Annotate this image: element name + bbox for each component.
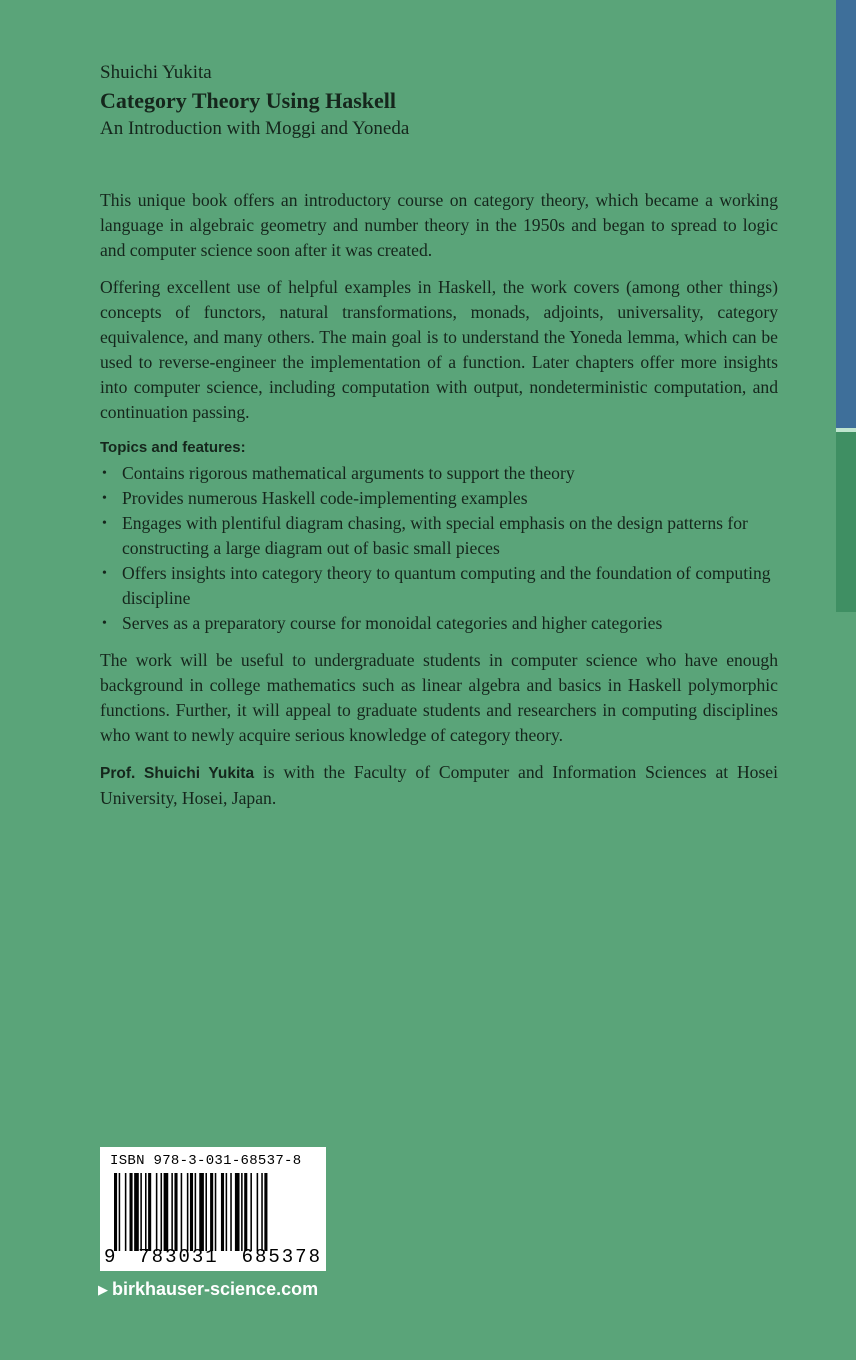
audience-paragraph: The work will be useful to undergraduate students in computer science who have enough background in college mathematics such as linear algebra and basics in Haskell polymorphic functions. Further, it will appeal to graduate students and researchers in computing disciplines who want to newly acquire serious knowledge of category theory.: [100, 650, 778, 745]
barcode-bar: [130, 1173, 133, 1251]
barcode-bar: [235, 1173, 240, 1251]
isbn-barcode: [100, 1147, 326, 1271]
author-bio: [100, 760, 778, 811]
barcode-bar: [210, 1173, 213, 1251]
author-name: Shuichi Yukita: [100, 62, 212, 83]
feature-item: [100, 561, 778, 611]
topics-heading: Topics and features:: [100, 439, 246, 456]
publisher-website[interactable]: [98, 1279, 318, 1300]
barcode-bar: [140, 1173, 142, 1251]
barcode-bar: [125, 1173, 127, 1251]
feature-item: [100, 511, 778, 561]
barcode-digit-lead: 9: [104, 1246, 116, 1268]
bullet-icon: •: [102, 566, 107, 581]
bullet-icon: •: [102, 516, 107, 531]
book-subtitle: An Introduction with Moggi and Yoneda: [100, 118, 410, 139]
website-url: birkhauser-science.com: [112, 1279, 319, 1299]
barcode-bar: [241, 1173, 243, 1251]
barcode-bar: [119, 1173, 121, 1251]
barcode-bar: [181, 1173, 183, 1251]
barcode-bar: [226, 1173, 228, 1251]
feature-item: [100, 611, 778, 636]
features-list: [100, 461, 778, 636]
feature-text: Serves as a preparatory course for monoidal categories and higher categories: [122, 613, 663, 633]
barcode-bar: [174, 1173, 177, 1251]
bio-text: is with the Faculty of Computer and Information Sciences at Hosei University, Hosei, Japan.: [100, 762, 778, 808]
barcode-bar: [190, 1173, 193, 1251]
feature-text: Provides numerous Haskell code-implementing examples: [122, 488, 528, 508]
spine-green-band: [836, 432, 856, 612]
barcode-bar: [215, 1173, 217, 1251]
book-title: Category Theory Using Haskell: [100, 88, 396, 113]
feature-item: [100, 461, 778, 486]
bio-author-name: Prof. Shuichi Yukita: [100, 765, 255, 782]
bullet-icon: •: [102, 491, 107, 506]
barcode-bar: [134, 1173, 139, 1251]
barcode-digit-group-right: 685378: [241, 1246, 322, 1268]
barcode-bar: [145, 1173, 147, 1251]
barcode-bars: [114, 1173, 314, 1251]
barcode-bar: [221, 1173, 224, 1251]
barcode-bar: [156, 1173, 158, 1251]
feature-text: Offers insights into category theory to quantum computing and the foundation of computing discipline: [122, 563, 771, 608]
feature-text: Contains rigorous mathematical arguments to support the theory: [122, 463, 575, 483]
barcode-bar: [148, 1173, 151, 1251]
barcode-bar: [264, 1173, 267, 1251]
barcode-bar: [195, 1173, 197, 1251]
barcode-bar: [230, 1173, 232, 1251]
barcode-bar: [114, 1173, 117, 1251]
feature-text: Engages with plentiful diagram chasing, with special emphasis on the design patterns for constructing a large diagram out of basic small pieces: [122, 513, 748, 558]
barcode-digits: [104, 1246, 322, 1268]
barcode-bar: [164, 1173, 169, 1251]
isbn-label: ISBN 978-3-031-68537-8: [110, 1153, 302, 1169]
barcode-bar: [205, 1173, 207, 1251]
barcode-bar: [250, 1173, 252, 1251]
barcode-bar: [244, 1173, 247, 1251]
barcode-digit-group-left: 783031: [138, 1246, 219, 1268]
barcode-bar: [261, 1173, 263, 1251]
bullet-icon: •: [102, 466, 107, 481]
back-cover-text: [100, 60, 778, 823]
triangle-arrow-icon: ▶: [98, 1281, 108, 1297]
barcode-bar: [187, 1173, 189, 1251]
bullet-icon: •: [102, 616, 107, 631]
barcode-bar: [257, 1173, 259, 1251]
overview-paragraph: Offering excellent use of helpful examples in Haskell, the work covers (among other things) concepts of functors, natural transformations, monads, adjoints, universality, category equivalence, and many others. The main goal is to understand the Yoneda lemma, which can be used to reverse-engineer the implementation of a function. Later chapters offer more insights into computer science, including computation with output, nondeterministic computation, and continuation passing.: [100, 277, 778, 422]
barcode-bar: [199, 1173, 204, 1251]
barcode-bar: [161, 1173, 163, 1251]
spine-blue-band: [836, 0, 856, 428]
intro-paragraph: This unique book offers an introductory course on category theory, which became a working language in algebraic geometry and number theory in the 1950s and began to spread to logic and computer science soon after it was created.: [100, 190, 778, 260]
barcode-bar: [171, 1173, 173, 1251]
feature-item: [100, 486, 778, 511]
